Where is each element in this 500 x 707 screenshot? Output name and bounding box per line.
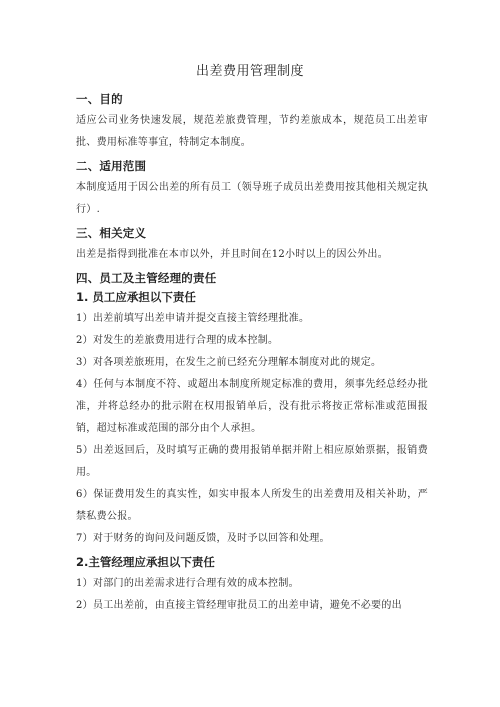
- section-heading-responsibilities: 四、员工及主管经理的责任: [76, 271, 217, 285]
- section-heading-purpose: 一、目的: [76, 92, 123, 106]
- subsection-heading-employee: 1. 员工应承担以下责任: [76, 290, 196, 304]
- document-body: [76, 88, 428, 617]
- list-item: 1）出差前填写出差申请并提交直接主管经理批准。: [76, 313, 310, 324]
- list-item: 5）出差返回后，及时填写正确的费用报销单据并附上相应原始票据，报销费用。: [76, 445, 428, 478]
- list-item: 2）员工出差前，由直接主管经理审批员工的出差申请，避免不必要的出: [76, 600, 402, 611]
- list-item: 7）对于财务的询问及问题反馈，及时予以回答和处理。: [76, 533, 330, 544]
- list-item: 2）对发生的差旅费用进行合理的成本控制。: [76, 335, 279, 346]
- section-body-definitions: 出差是指得到批准在本市以外，并且时间在12小时以上的因公外出。: [76, 249, 389, 260]
- subsection-heading-manager: 2.主管经理应承担以下责任: [76, 555, 215, 569]
- document-title: 出差费用管理制度: [195, 64, 304, 79]
- list-item: 1）对部门的出差需求进行合理有效的成本控制。: [76, 578, 299, 589]
- list-item: 6）保证费用发生的真实性，如实申报本人所发生的出差费用及相关补助，严禁私费公报。: [76, 489, 428, 522]
- section-heading-definitions: 三、相关定义: [76, 226, 147, 240]
- list-item: 3）对各项差旅班用，在发生之前已经充分理解本制度对此的规定。: [76, 357, 382, 368]
- section-heading-scope: 二、适用范围: [76, 159, 147, 173]
- section-body-purpose: 适应公司业务快速发展，规范差旅费管理，节约差旅成本，规范员工出差审批、费用标准等事宜，特制定本制度。: [76, 115, 428, 148]
- list-item: 4）任何与本制度不符、或超出本制度所规定标准的费用，须事先经总经办批准，并将总经办的批示附在权用报销单后，没有批示将按正常标准或范围报销，超过标准或范围的部分由个人承担。: [76, 379, 428, 434]
- section-body-scope: 本制度适用于因公出差的所有员工（领导班子成员出差费用按其他相关规定执行）.: [76, 182, 428, 215]
